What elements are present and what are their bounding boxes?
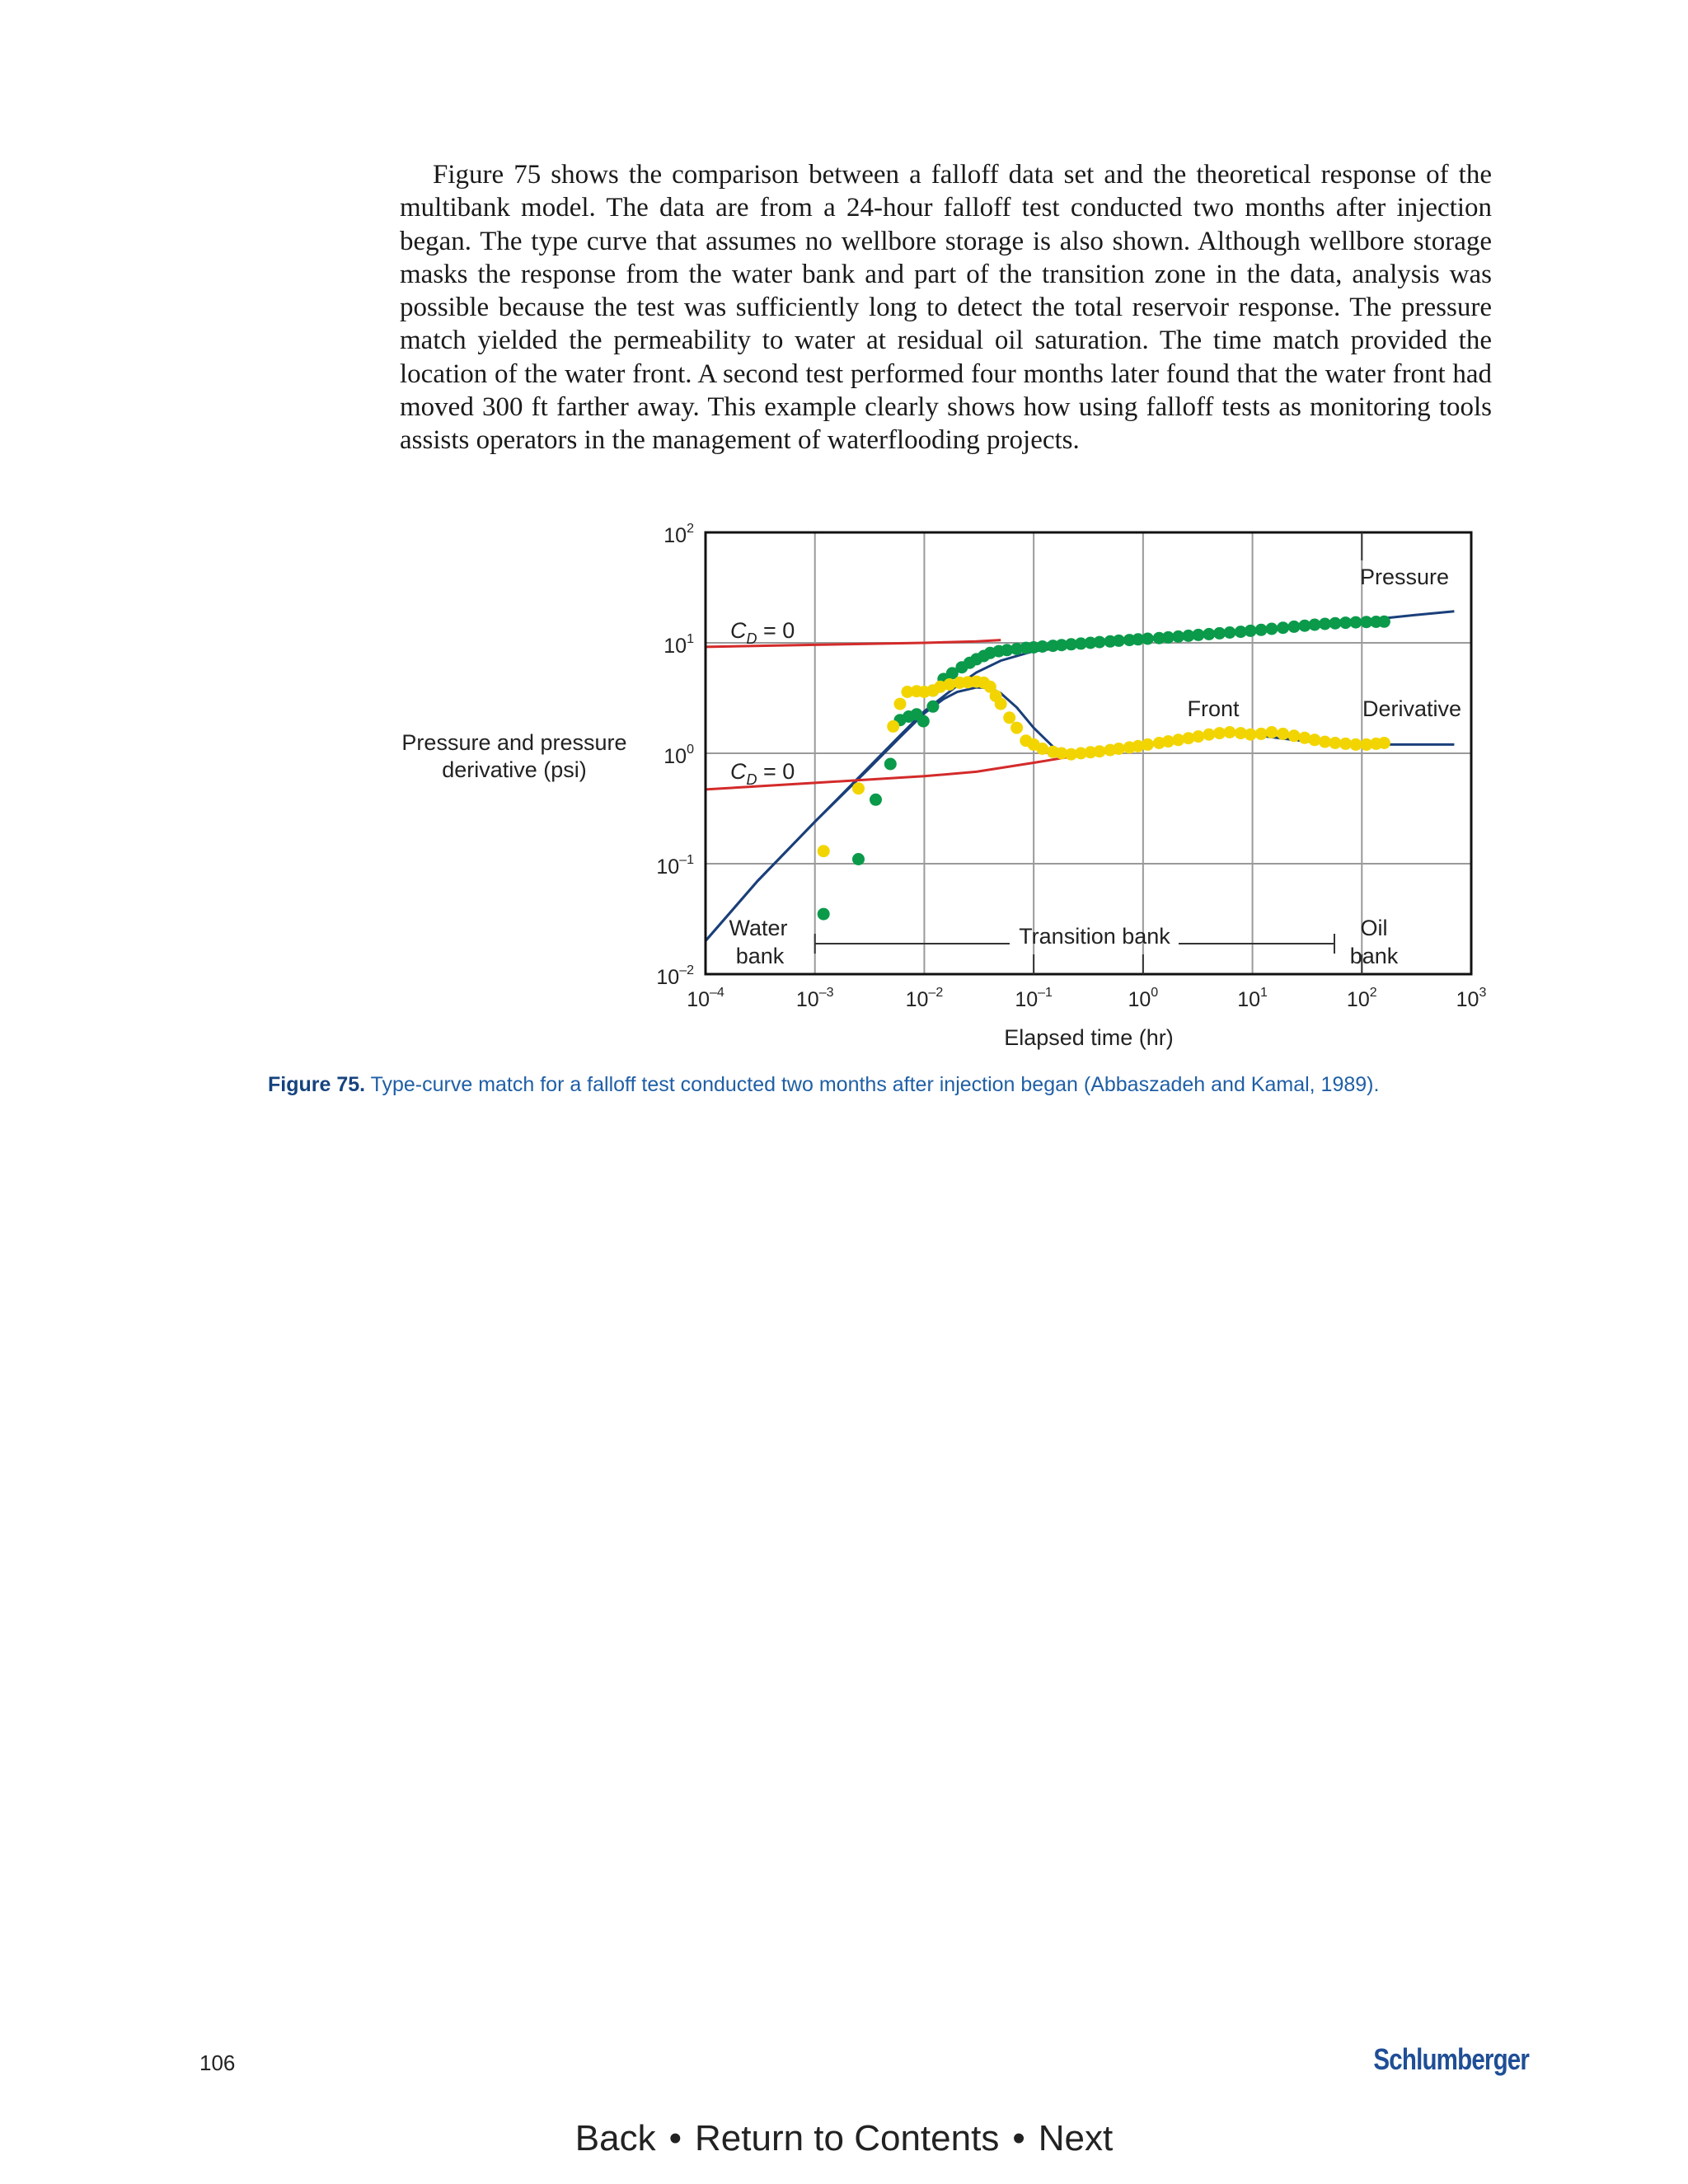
x-tick-label: $10^{-2}$ (905, 986, 944, 1011)
derivative-point (1309, 733, 1321, 746)
caption-text: Type-curve match for a falloff test conducted two months after injection began (Abbaszadeh and Kamal, 1989). (365, 1073, 1380, 1096)
x-tick-label: $10^3$ (1456, 986, 1487, 1011)
pressure-point (1265, 623, 1278, 635)
nav-separator: • (1012, 2118, 1025, 2158)
pressure-point (1378, 616, 1390, 628)
pressure-point (1277, 621, 1289, 634)
y-tick-label: $10^2$ (663, 522, 694, 547)
navigation-bar (0, 2118, 1688, 2159)
x-tick-label: $10^{-3}$ (795, 986, 834, 1011)
pressure-point (1288, 621, 1301, 633)
x-tick-label: $10^0$ (1128, 986, 1159, 1011)
back-link[interactable]: Back (574, 2118, 656, 2158)
derivative-point (818, 845, 830, 857)
data-points (818, 616, 1390, 921)
x-tick-label: $10^{-1}$ (1015, 986, 1053, 1011)
y-tick-label: $10^{-1}$ (656, 853, 694, 879)
y-tick-label: $10^{-2}$ (656, 963, 694, 989)
return-to-contents-link[interactable]: Return to Contents (695, 2118, 1000, 2158)
derivative-point (1255, 728, 1268, 740)
pressure-point (1192, 629, 1204, 641)
pressure-point (1255, 624, 1268, 636)
derivative-point (1203, 729, 1215, 741)
nav-separator: • (668, 2118, 682, 2158)
derivative-point (1142, 738, 1154, 751)
derivative-point (1113, 743, 1125, 755)
derivative-point (1010, 722, 1023, 734)
derivative-point (1192, 730, 1204, 743)
derivative-point (1036, 743, 1048, 755)
pressure-point (1245, 625, 1257, 637)
derivative-point (852, 782, 865, 794)
pressure-label: Pressure (1359, 565, 1449, 589)
pressure-point (1349, 616, 1362, 629)
pressure-point (1113, 635, 1125, 647)
pressure-point (818, 908, 830, 921)
schlumberger-logo: Schlumberger (1373, 2042, 1530, 2076)
x-tick-label: $10^{-4}$ (687, 986, 724, 1011)
body-paragraph: Figure 75 shows the comparison between a falloff data set and the theoretical response of the multibank model. The data are from a 24-hour falloff test conducted two months after injection began. The type curve that assumes no wellbore storage is also shown. Although wellbore storage masks the response from the water bank and part of the transition zone in the data, analysis was possible because the test was sufficiently long to detect the total reservoir response. The pressure match yielded the permeability to water at residual oil saturation. The time match provided the location of the water front. A second test performed four months later found that the water front had moved 300 ft farther away. This example clearly shows how using falloff tests as monitoring tools assists operators in the management of waterflooding projects. (400, 160, 1492, 456)
pressure-point (852, 853, 865, 865)
pressure-point (1094, 636, 1106, 649)
annotations (401, 532, 1461, 1050)
derivative-point (1245, 729, 1257, 741)
transition-bank-label: Transition bank (1019, 924, 1170, 949)
derivative-point (1349, 738, 1362, 751)
y-axis-label: derivative (psi) (442, 757, 587, 782)
x-tick-label: $10^1$ (1237, 986, 1268, 1011)
derivative-point (1378, 737, 1390, 749)
oil-bank-label: bank (1349, 944, 1399, 968)
derivative-point (1277, 728, 1289, 740)
curves (706, 612, 1454, 941)
oil-bank-label: Oil (1360, 916, 1388, 940)
x-tick-label: $10^2$ (1346, 986, 1377, 1011)
figure-caption (268, 1073, 1504, 1097)
x-axis-label: Elapsed time (hr) (1004, 1025, 1174, 1050)
y-tick-label: $10^0$ (663, 743, 694, 768)
caption-lead: Figure 75. (268, 1073, 366, 1096)
pressure-point (917, 715, 930, 728)
type-curve (706, 612, 1454, 941)
front-label: Front (1187, 696, 1240, 721)
pressure-point (884, 758, 897, 771)
derivative-point (1265, 726, 1278, 738)
pressure-point (1142, 633, 1154, 645)
derivative-point (1288, 729, 1301, 742)
cd-upper-label: $C_D = 0$ (730, 618, 795, 647)
derivative-point (1094, 745, 1106, 757)
type-curve (706, 687, 1454, 941)
derivative-point (1224, 726, 1236, 738)
page-number: 106 (199, 2050, 236, 2075)
type-curve-chart (0, 0, 1688, 1071)
derivative-label: Derivative (1362, 696, 1461, 721)
derivative-point (894, 698, 907, 710)
derivative-point (887, 720, 899, 733)
pressure-point (926, 701, 939, 713)
derivative-point (995, 698, 1007, 710)
pressure-point (870, 794, 882, 806)
y-axis-label: Pressure and pressure (401, 730, 627, 755)
y-tick-label: $10^1$ (663, 632, 694, 658)
derivative-point (1003, 711, 1015, 724)
cd-lower-label: $C_D = 0$ (730, 759, 795, 788)
pressure-point (1224, 626, 1236, 639)
water-bank-label: Water (729, 916, 788, 940)
pressure-point (1036, 640, 1048, 653)
water-bank-label: bank (735, 944, 785, 968)
pressure-point (1203, 628, 1215, 640)
next-link[interactable]: Next (1038, 2118, 1114, 2158)
